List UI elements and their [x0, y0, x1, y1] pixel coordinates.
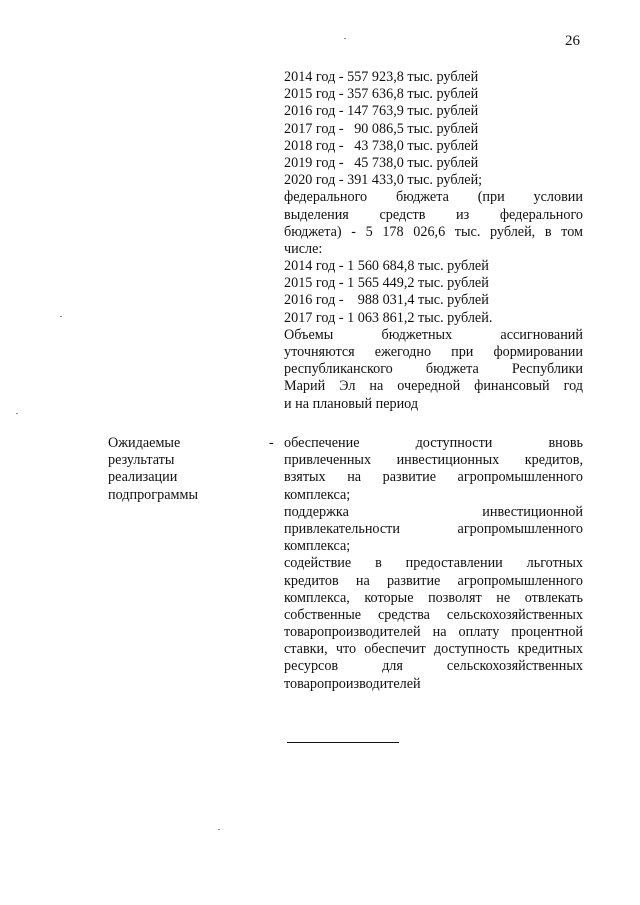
scan-speck: [344, 38, 346, 39]
scan-speck: [218, 829, 220, 830]
federal-year-line: 2015 год - 1 565 449,2 тыс. рублей: [284, 275, 489, 292]
funding-year-line: 2019 год - 45 738,0 тыс. рублей: [284, 154, 479, 171]
result-item-3: комплекса, которые позволят не отвлекать: [284, 589, 583, 606]
funding-year-line: 2016 год - 147 763,9 тыс. рублей: [284, 103, 479, 120]
allocation-note: Марий Эл на очередной финансовый год: [284, 378, 583, 395]
result-item-3: товаропроизводителей на оплату процентной: [284, 624, 583, 641]
federal-budget-text: числе:: [284, 240, 323, 257]
results-label-line: подпрограммы: [108, 486, 198, 503]
result-item-3: содействие в предоставлении льготных: [284, 555, 583, 572]
scan-speck: [60, 316, 62, 317]
allocation-note: и на плановый период: [284, 395, 419, 412]
funding-year-line: 2018 год - 43 738,0 тыс. рублей: [284, 137, 479, 154]
results-dash: -: [269, 435, 274, 451]
funding-block: [284, 69, 583, 413]
result-item-3: ресурсов для сельскохозяйственных: [284, 658, 583, 675]
result-item-2: комплекса;: [284, 538, 351, 555]
result-item-1: взятых на развитие агропромышленного: [284, 469, 583, 486]
closing-rule: [287, 742, 399, 743]
funding-year-line: 2015 год - 357 636,8 тыс. рублей: [284, 86, 479, 103]
funding-year-line: 2017 год - 90 086,5 тыс. рублей: [284, 120, 479, 137]
funding-year-line: 2014 год - 557 923,8 тыс. рублей: [284, 69, 479, 85]
federal-year-line: 2014 год - 1 560 684,8 тыс. рублей: [284, 258, 489, 275]
scan-speck: [16, 413, 18, 414]
result-item-1: комплекса;: [284, 486, 351, 503]
result-item-1: обеспечение доступности вновь: [284, 435, 583, 451]
federal-year-line: 2016 год - 988 031,4 тыс. рублей: [284, 292, 489, 309]
result-item-1: привлеченных инвестиционных кредитов,: [284, 452, 583, 469]
federal-budget-text: выделения средств из федерального: [284, 206, 583, 223]
page-number: 26: [565, 33, 580, 49]
federal-budget-text: бюджета) - 5 178 026,6 тыс. рублей, в том: [284, 223, 583, 240]
result-item-3: собственные средства сельскохозяйственных: [284, 606, 583, 623]
federal-budget-text: федерального бюджета (при условии: [284, 189, 583, 206]
results-text: [284, 435, 583, 693]
allocation-note: уточняются ежегодно при формировании: [284, 344, 583, 360]
allocation-note: Объемы бюджетных ассигнований: [284, 326, 583, 343]
results-label-line: результаты: [108, 452, 175, 469]
result-item-2: привлекательности агропромышленного: [284, 520, 583, 537]
results-label: [108, 435, 258, 504]
allocation-note: республиканского бюджета Республики: [284, 361, 583, 378]
funding-year-line: 2020 год - 391 433,0 тыс. рублей;: [284, 172, 483, 189]
results-label-line: Ожидаемые: [108, 435, 181, 451]
result-item-3: товаропроизводителей: [284, 675, 421, 692]
result-item-2: поддержка инвестиционной: [284, 503, 583, 520]
result-item-3: ставки, что обеспечит доступность кредитных: [284, 641, 583, 658]
result-item-3: кредитов на развитие агропромышленного: [284, 572, 583, 589]
results-label-line: реализации: [108, 469, 178, 486]
federal-year-line: 2017 год - 1 063 861,2 тыс. рублей.: [284, 309, 493, 326]
